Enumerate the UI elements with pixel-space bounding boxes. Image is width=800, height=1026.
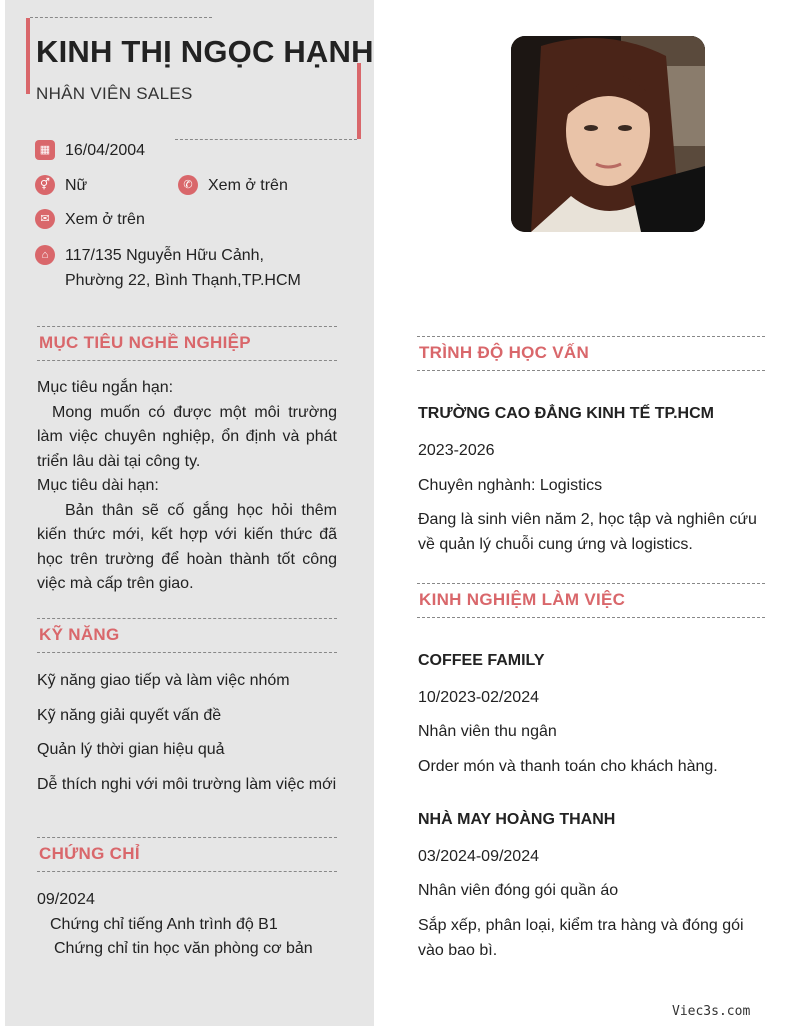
candidate-name: KINH THỊ NGỌC HẠNH <box>36 34 374 69</box>
address-line: 117/135 Nguyễn Hữu Cảnh, <box>65 247 264 264</box>
contact-gender <box>35 173 87 198</box>
contact-address <box>35 243 301 293</box>
skills-item: Kỹ năng giải quyết vấn đề <box>37 707 222 724</box>
skills-item: Kỹ năng giao tiếp và làm việc nhóm <box>37 672 290 689</box>
education-description: Đang là sinh viên năm 2, học tập và nghiên cứu về quản lý chuỗi cung ứng và logistics. <box>418 511 757 553</box>
candidate-role: NHÂN VIÊN SALES <box>36 84 193 103</box>
section-objective <box>37 326 337 361</box>
section-heading: KINH NGHIỆM LÀM VIỆC <box>419 590 626 609</box>
section-education <box>417 336 765 371</box>
objective-long-label: Mục tiêu dài hạn: <box>37 477 159 494</box>
job-description: Sắp xếp, phân loại, kiểm tra hàng và đóng gói vào bao bì. <box>418 917 744 959</box>
header-divider <box>30 17 212 18</box>
job-position: Nhân viên đóng gói quần áo <box>418 882 619 899</box>
section-skills <box>37 618 337 653</box>
contact-email <box>35 207 145 232</box>
job-company: COFFEE FAMILY <box>418 652 545 669</box>
home-icon: ⌂ <box>35 245 55 265</box>
objective-long-text: Bản thân sẽ cố gắng học hỏi thêm kiến thức mới, kết hợp với kiến thức đã học trên trường để hoàn thành tốt công việc mà cấp trên giao. <box>37 501 337 592</box>
certificate-item: Chứng chỉ tin học văn phòng cơ bản <box>54 940 313 957</box>
education-period: 2023-2026 <box>418 442 495 459</box>
objective-short-text: Mong muốn có được một môi trường làm việc chuyên nghiệp, ổn định và phát triển lâu dài tại công ty. <box>37 403 337 470</box>
gender-value: Nữ <box>65 177 88 194</box>
job-period: 03/2024-09/2024 <box>418 848 539 865</box>
header-accent-bar <box>357 63 361 139</box>
section-heading: TRÌNH ĐỘ HỌC VẤN <box>419 343 590 362</box>
email-value: Xem ở trên <box>65 211 145 228</box>
profile-photo <box>511 36 705 232</box>
job-company: NHÀ MAY HOÀNG THANH <box>418 811 616 828</box>
section-heading: CHỨNG CHỈ <box>39 844 140 863</box>
objective-short-label: Mục tiêu ngắn hạn: <box>37 379 174 396</box>
certificate-item: Chứng chỉ tiếng Anh trình độ B1 <box>50 916 278 933</box>
calendar-icon: ▦ <box>35 140 55 160</box>
gender-icon: ⚥ <box>35 175 55 195</box>
section-experience <box>417 583 765 618</box>
certificates-date: 09/2024 <box>37 891 95 908</box>
objective-body <box>37 376 337 597</box>
phone-icon: ✆ <box>178 175 198 195</box>
section-heading: KỸ NĂNG <box>39 625 120 644</box>
phone-value: Xem ở trên <box>208 177 288 194</box>
job-position: Nhân viên thu ngân <box>418 723 557 740</box>
contact-phone <box>178 173 288 198</box>
education-school: TRƯỜNG CAO ĐẲNG KINH TẾ TP.HCM <box>418 405 714 422</box>
skills-item: Dễ thích nghi với môi trường làm việc mới <box>37 776 337 793</box>
footer-brand: Viec3s.com <box>672 1004 751 1019</box>
skills-item: Quản lý thời gian hiệu quả <box>37 741 225 758</box>
job-description: Order món và thanh toán cho khách hàng. <box>418 758 718 775</box>
header-accent-bar <box>26 18 30 94</box>
envelope-icon: ✉ <box>35 209 55 229</box>
education-major: Chuyên nghành: Logistics <box>418 477 603 494</box>
header-divider <box>175 139 357 140</box>
section-heading: MỤC TIÊU NGHỀ NGHIỆP <box>39 333 251 352</box>
dob-value: 16/04/2004 <box>65 142 146 159</box>
address-line: Phường 22, Bình Thạnh,TP.HCM <box>65 272 301 289</box>
job-period: 10/2023-02/2024 <box>418 689 539 706</box>
section-certificates <box>37 837 337 872</box>
contact-dob <box>35 138 145 163</box>
